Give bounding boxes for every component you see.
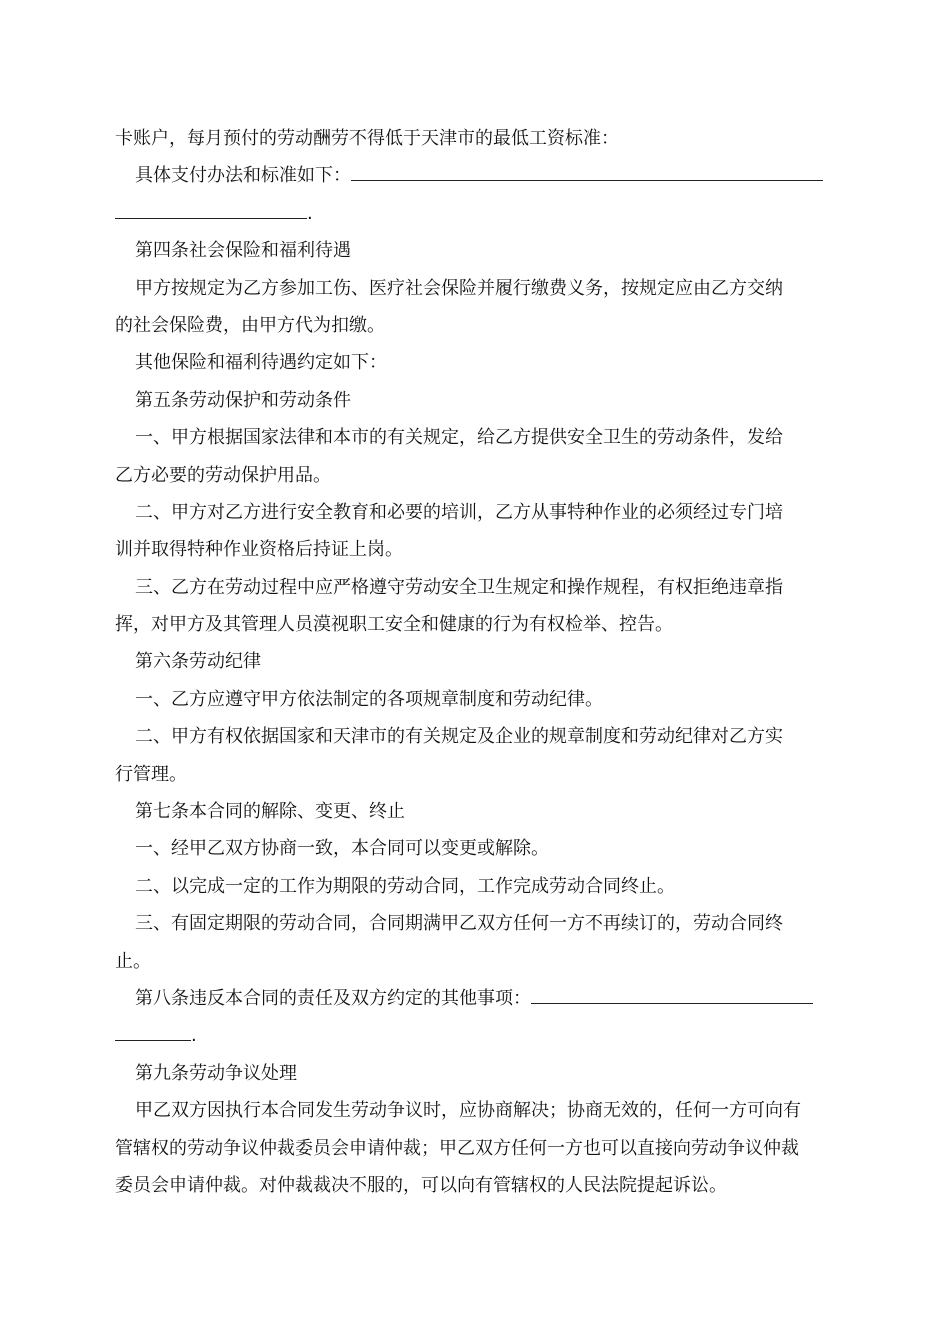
text-line: 行管理。 (115, 763, 187, 785)
text-line: 甲方按规定为乙方参加工伤、医疗社会保险并履行缴费义务，按规定应由乙方交纳 (135, 277, 783, 299)
text-line: 乙方必要的劳动保护用品。 (115, 464, 331, 486)
section-heading: 第六条劳动纪律 (135, 651, 261, 673)
text-line: 训并取得特种作业资格后持证上岗。 (115, 539, 403, 561)
text-line: 二、以完成一定的工作为期限的劳动合同，工作完成劳动合同终止。 (135, 875, 675, 897)
text-line: 委员会申请仲裁。对仲裁裁决不服的，可以向有管辖权的人民法院提起诉讼。 (115, 1174, 727, 1196)
article-8-blank (531, 983, 813, 1004)
paragraph-line (115, 494, 837, 531)
section-heading: 第五条劳动保护和劳动条件 (135, 389, 351, 411)
payment-method-blank-continuation (115, 195, 837, 232)
paragraph-line (115, 943, 837, 980)
section-heading-article-6 (115, 643, 837, 680)
paragraph-line (115, 270, 837, 307)
paragraph-line (115, 307, 837, 344)
payment-method-blank (351, 160, 823, 181)
paragraph-line (115, 1130, 837, 1167)
paragraph-line (115, 457, 837, 494)
paragraph-line (115, 905, 837, 942)
text-line: 其他保险和福利待遇约定如下： (135, 352, 387, 374)
paragraph-line (115, 344, 837, 381)
article-8-blank-2 (115, 1020, 191, 1041)
period-mark: . (307, 202, 313, 224)
payment-method-line (115, 157, 837, 194)
text-line: 卡账户，每月预付的劳动酬劳不得低于天津市的最低工资标准： (115, 128, 619, 149)
paragraph-line (115, 569, 837, 606)
section-heading-article-7 (115, 793, 837, 830)
paragraph-line (115, 606, 837, 643)
text-line: 三、有固定期限的劳动合同，合同期满甲乙双方任何一方不再续订的，劳动合同终 (135, 913, 783, 935)
paragraph-line (115, 756, 837, 793)
paragraph-line (115, 531, 837, 568)
payment-method-blank-2 (115, 198, 307, 219)
contract-body (115, 120, 837, 1204)
section-heading-article-5 (115, 382, 837, 419)
section-heading: 第九条劳动争议处理 (135, 1062, 297, 1084)
text-line: 的社会保险费，由甲方代为扣缴。 (115, 314, 385, 336)
paragraph-line (115, 868, 837, 905)
paragraph-line (115, 830, 837, 867)
paragraph-line (115, 1092, 837, 1129)
text-line: 一、甲方根据国家法律和本市的有关规定，给乙方提供安全卫生的劳动条件，发给 (135, 427, 783, 449)
article-8-line (115, 980, 837, 1017)
section-heading-article-9 (115, 1055, 837, 1092)
paragraph-line (115, 120, 837, 157)
paragraph-line (115, 718, 837, 755)
section-heading: 第四条社会保险和福利待遇 (135, 240, 351, 262)
section-heading-article-4 (115, 232, 837, 269)
paragraph-line (115, 681, 837, 718)
text-line: 止。 (115, 950, 151, 972)
text-line: 三、乙方在劳动过程中应严格遵守劳动安全卫生规定和操作规程，有权拒绝违章指 (135, 576, 783, 598)
text-line: 一、乙方应遵守甲方依法制定的各项规章制度和劳动纪律。 (135, 688, 603, 710)
payment-method-label: 具体支付办法和标准如下： (135, 165, 351, 187)
text-line: 管辖权的劳动争议仲裁委员会申请仲裁；甲乙双方任何一方也可以直接向劳动争议仲裁 (115, 1137, 799, 1159)
text-line: 二、甲方对乙方进行安全教育和必要的培训，乙方从事特种作业的必须经过专门培 (135, 501, 783, 523)
text-line: 甲乙双方因执行本合同发生劳动争议时，应协商解决；协商无效的，任何一方可向有 (135, 1100, 801, 1122)
paragraph-line (115, 1167, 837, 1204)
text-line: 一、经甲乙双方协商一致，本合同可以变更或解除。 (135, 838, 549, 860)
period-mark: . (191, 1025, 197, 1047)
paragraph-line (115, 419, 837, 456)
article-8-label: 第八条违反本合同的责任及双方约定的其他事项： (135, 987, 531, 1009)
text-line: 挥，对甲方及其管理人员漠视职工安全和健康的行为有权检举、控告。 (115, 614, 673, 636)
section-heading: 第七条本合同的解除、变更、终止 (135, 801, 405, 823)
text-line: 二、甲方有权依据国家和天津市的有关规定及企业的规章制度和劳动纪律对乙方实 (135, 726, 783, 748)
article-8-blank-continuation (115, 1017, 837, 1054)
